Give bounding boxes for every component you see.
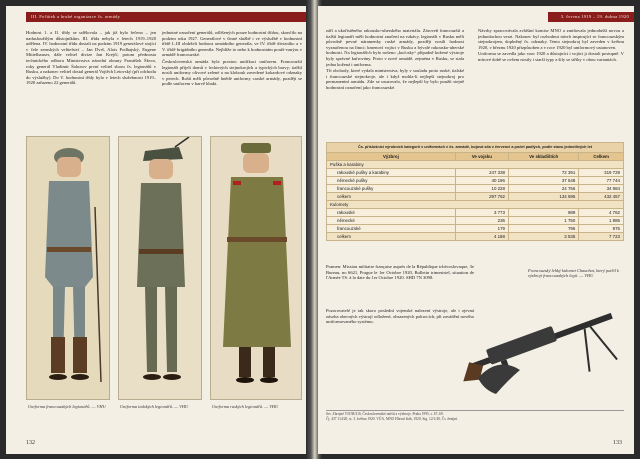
table-cell: 179	[455, 225, 508, 233]
table-group: Puška a karabiny	[327, 161, 624, 169]
paragraph: září a ukořistěného rakousko-uherského materiálu. Zároveň francouzští a italští legionáři měli hodnostní značení na rukávy, legionáři v Rusku měli původně pevné náramenky ruské armády, později nosili hodnost vyznačenou na límci; kmenoví vojáci v Rusku a bývalé rakousko-uherské hodnosti. Na legionářích bylo nošeno „kuťosky“ případně kožené výstroje byly správné kufrovány. Proto v nové armádě, zejména v Rusku, se stala jedna kožená i uniforma.	[326, 28, 464, 67]
table-title: Čs. příslušníci výrobních kategorií v uniformách v čs. armádě, bojová síla v červenci a počet padlých, podle stavu jednotlivých let	[327, 143, 624, 153]
table-header: Ve skladištích	[508, 153, 578, 161]
table-cell: francouzské pušky	[327, 185, 456, 193]
right-column-2	[478, 28, 624, 138]
left-column-2	[162, 30, 302, 130]
table-cell: 796	[508, 225, 578, 233]
table-cell: 4 188	[455, 233, 508, 241]
russian-soldier-illustration	[211, 137, 302, 400]
table-cell: 37 548	[508, 177, 578, 185]
chauchat-machine-gun-illustration	[458, 286, 628, 406]
right-running-header: 3. června 1919 – 19. dubna 1920	[548, 12, 634, 22]
table-cell: celkem	[327, 233, 456, 241]
right-column-1	[326, 28, 464, 138]
table-header: Celkem	[579, 153, 624, 161]
table-cell: 432 457	[579, 193, 624, 201]
caption-russian: Uniforma ruských legionářů. — VHU	[212, 404, 279, 409]
italian-soldier-illustration	[119, 137, 202, 400]
table-cell: 77 744	[579, 177, 624, 185]
table-header: Ve vojsku	[455, 153, 508, 161]
table-cell: 975	[579, 225, 624, 233]
footnote: Čj. 437 114/20, st. 3. května 1920. VÚA, MNO Hlavní štáb, 1920, Sig. 12/1/40, Čs. ženijní.	[326, 416, 459, 421]
table-cell: 10 228	[455, 185, 508, 193]
paragraph: Hodnost 1. a II. třídy se udělovala – jak již bylo řečeno – jen nadusloužilým důstojníkům. III. třída nebyla v letech 1919–1920 udělena. IV. hodnostní třídu dostali na podzim 1919 generálové stojící v čele zemských velitelství – Jan Dvrš, Alois Podhajský, Eugene Mittelhauser, dále velitel divize Jan Krejčí, potom přednosta technického odboru Ministerstva národní obrany František Škvor, roky generál Vladimír Šokorov první velitel sboru čs. legionářů v Rusku, a nakonec velitel dostal generál Vojtěch Letovský (při odchodu do výslužby). Do V. hodnostní třídy bylo v letech služebnosti 1919–1920 zařazeno 22 generálů.	[26, 30, 156, 86]
table-cell: 7 723	[579, 233, 624, 241]
paragraph: jednotné označení generálů, odlišených pouze hodnostní třídou, skončilo na podzim roku 1927. Generálové v činné službě i ve výslužbě v hodnostní třídě I–III obdrželi hodnost armádního generála, ve IV. třídě divizního a v V. třídě brigádního generála. Nejblíže to nebo k hodnostním použi-vanýru v armádě francouzské.	[162, 30, 302, 58]
table-cell: rakouské pušky a karabiny	[327, 169, 456, 177]
caption-french: Uniforma francouzských legionářů. — VHU	[28, 404, 106, 409]
paragraph: Návrhy zpracovávala zvláštní komise MNO a zmiňovala jednodušší novou a jednoduchou verzi. Nakonec byl rozhodnut návrh inspirující se francouzským stejnokrojem, doplněný čs. odznaky. Tento stejnokroj byl zaveden v květnu 1920, v březnu 1920 přizpůsoben a v roce 1920 byl uniformový ustanoven.	[478, 28, 624, 50]
table-cell: rakouské	[327, 209, 456, 217]
paragraph: Československá armáda byla prostou unifikaci uniforem. Francouzští legionáři přijeli domů v leckterých stejnokrojích a typických barvy; italští nosili uniformy olivové zelené a na klobouk zavedené kokardové odznaky v perech. Ruští měli původně hnědé uniformy carské armády, později se podle uniforem v barvě khaki.	[162, 58, 302, 87]
table-cell: 297 762	[455, 193, 508, 201]
paragraph: Tři obchody, které vydala ministerstva, byly v souladu proto ruské, italské i francouzské stejnokroje, ale i když mohla-li nejlepší stejnokroj pro permanentní armádu. Zde se usuzovalo, že nejlepší by bylo použít stejně hodnostní označení jako francouzské.	[326, 68, 464, 90]
right-page	[318, 6, 634, 454]
left-running-header: III. Počátek a hrubé organizace čs. armády	[26, 12, 310, 22]
figure-russian-uniform	[210, 136, 302, 400]
caption-italian: Uniforma italských legionářů. — VHU	[120, 404, 189, 409]
footnote-rule	[326, 410, 624, 411]
table-cell: 24 756	[508, 185, 578, 193]
table-cell: 72 391	[508, 169, 578, 177]
figure-chauchat	[458, 286, 628, 406]
page-number-left: 132	[26, 440, 35, 446]
footnotes	[326, 412, 624, 421]
page-number-right: 133	[613, 440, 622, 446]
table-cell: francouzské	[327, 225, 456, 233]
table-cell: 1 986	[579, 217, 624, 225]
right-bottom-text	[326, 308, 474, 348]
french-soldier-illustration	[27, 137, 110, 400]
figure-french-uniform	[26, 136, 110, 400]
gun-caption: Francouzský lehký kulomet Chauchat, který patřil k výzbroji francouzských legií. — VHU	[528, 268, 619, 279]
table-cell: německé pušky	[327, 177, 456, 185]
source-note: Pramen: Mission militaire française auprès de la République tchécoslovaque, 3e Bureau, no 6621, Prague le 1er Octobre 1920, Bulletin trimestriel, situation de l'Armée TS. à la date du 1er Octobre 1920. SHD 7N 3098.	[326, 264, 474, 281]
table-cell: 134 695	[508, 193, 578, 201]
table-cell: 40 196	[455, 177, 508, 185]
table-cell: 236	[455, 217, 508, 225]
table-cell: 3 535	[508, 233, 578, 241]
figure-italian-uniform	[118, 136, 202, 400]
table-group: Kulomety	[327, 201, 624, 209]
paragraph: Pozorovatelé je tak skoro poslední vojenské nalezení výstroje, ale i zjevná zásoba obecných výstrojí odložené, obsazených pokrocích, při zavádění nového uniformovaného systému.	[326, 308, 474, 325]
left-column-1	[26, 30, 156, 130]
table-cell: německé	[327, 217, 456, 225]
table-cell: celkem	[327, 193, 456, 201]
weapons-table	[326, 142, 624, 241]
table-header: Výzbroj	[327, 153, 456, 161]
table-cell: 34 984	[579, 185, 624, 193]
table-cell: 247 338	[455, 169, 508, 177]
left-page	[6, 6, 310, 454]
table-source	[326, 264, 474, 304]
paragraph: Uniforma se zavedla jako vzor 1920 a důstojníci i vojáci ji dostali postupně. V mírové době se ovšem nosily i starší typy a šily se střihy v obou variantách.	[478, 51, 624, 62]
table-cell: 3 773	[455, 209, 508, 217]
table-cell: 989	[508, 209, 578, 217]
footnote: Srv. Zbrojné VII/38/216, Československé ratišti a výzbroje, Praha 1995, s. 67–69.	[326, 412, 444, 416]
table-cell: 1 750	[508, 217, 578, 225]
table-cell: 4 762	[579, 209, 624, 217]
table-cell: 319 729	[579, 169, 624, 177]
